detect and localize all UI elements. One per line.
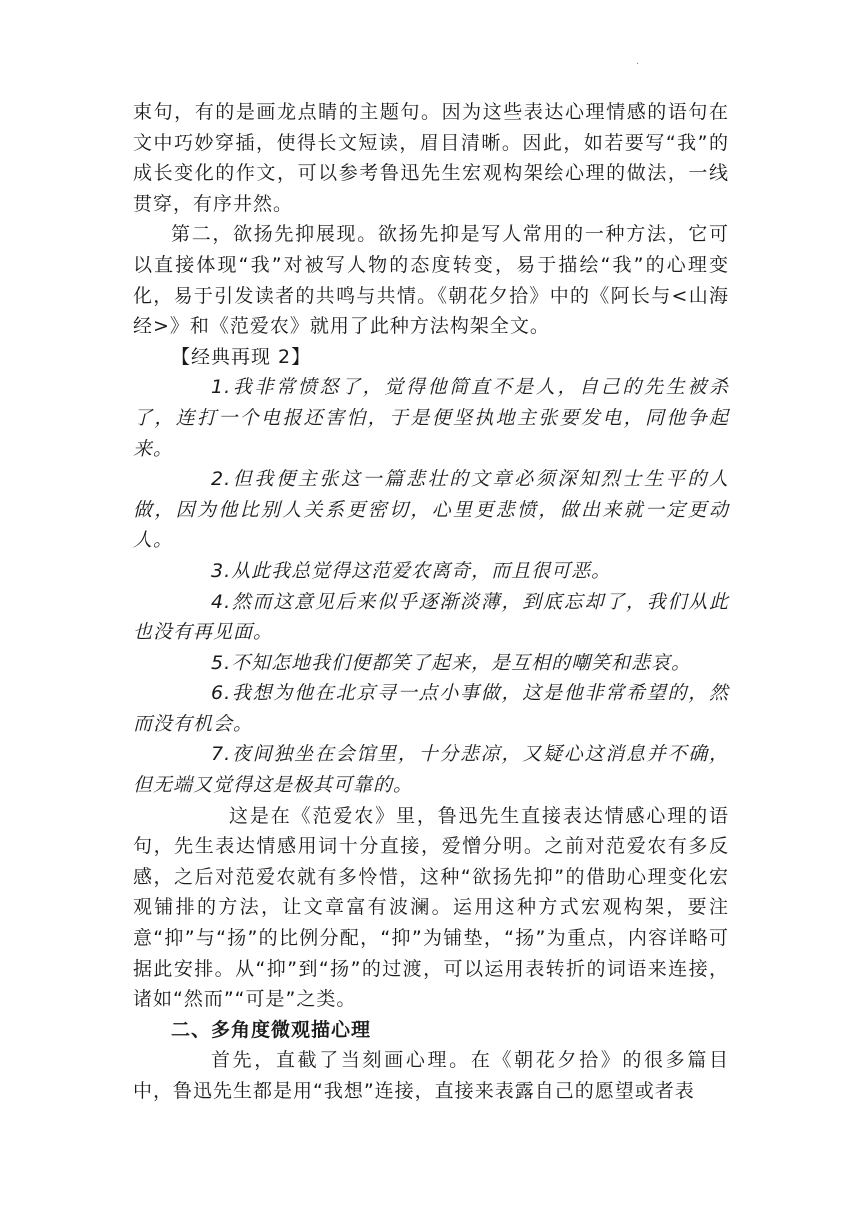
quote-1: 1.我非常愤怒了，觉得他简直不是人，自己的先生被杀了，连打一个电报还害怕，于是便坚执地主张要发电，同他争起来。 — [133, 376, 729, 460]
quote-6: 6.我想为他在北京寻一点小事做，这是他非常希望的，然而没有机会。 — [133, 682, 729, 735]
paragraph-first-method: 首先，直截了当刻画心理。在《朝花夕拾》的很多篇目中，鲁迅先生都是用“我想”连接，直接来表露自己的愿望或者表 — [133, 1049, 729, 1102]
page-mark: . — [636, 56, 640, 67]
paragraph-analysis: 这是在《范爱农》里，鲁迅先生直接表达情感心理的语句，先生表达情感用词十分直接，爱憎分明。之前对范爱农有多反感，之后对范爱农就有多怜惜，这种“欲扬先抑”的借助心理变化宏观铺排的方法，让文章富有波澜。运用这种方式宏观构架，要注意“抑”与“扬”的比例分配，“抑”为铺垫，“扬”为重点，内容详略可据此安排。从“抑”到“扬”的过渡，可以运用表转折的词语来连接，诸如“然而”“可是”之类。 — [133, 804, 729, 1011]
body-text — [133, 97, 729, 1107]
paragraph-second-method: 第二，欲扬先抑展现。欲扬先抑是写人常用的一种方法，它可以直接体现“我”对被写人物的态度转变，易于描绘“我”的心理变化，易于引发读者的共鸣与共情。《朝花夕拾》中的《阿长与<山海经>》和《范爱农》就用了此种方法构架全文。 — [133, 223, 729, 338]
quote-5: 5.不知怎地我们便都笑了起来，是互相的嘲笑和悲哀。 — [211, 651, 692, 674]
section-heading: 二、多角度微观描心理 — [171, 1018, 372, 1041]
section-label-classic-2: 【经典再现 2】 — [171, 345, 312, 368]
quote-7: 7.夜间独坐在会馆里，十分悲凉，又疑心这消息并不确，但无端又觉得这是极其可靠的。 — [133, 743, 729, 797]
quote-3: 3.从此我总觉得这范爱农离奇，而且很可恶。 — [211, 559, 612, 582]
paragraph-continuation: 束句，有的是画龙点睛的主题句。因为这些表达心理情感的语句在文中巧妙穿插，使得长文短读，眉目清晰。因此，如若要写“我”的成长变化的作文，可以参考鲁迅先生宏观构架绘心理的做法，一线贯穿，有序井然。 — [133, 101, 729, 215]
quote-4: 4.然而这意见后来似乎逐渐淡薄，到底忘却了，我们从此也没有再见面。 — [133, 590, 729, 644]
quote-2: 2.但我便主张这一篇悲壮的文章必须深知烈士生平的人做，因为他比别人关系更密切，心里更悲愤，做出来就一定更动人。 — [133, 468, 729, 552]
